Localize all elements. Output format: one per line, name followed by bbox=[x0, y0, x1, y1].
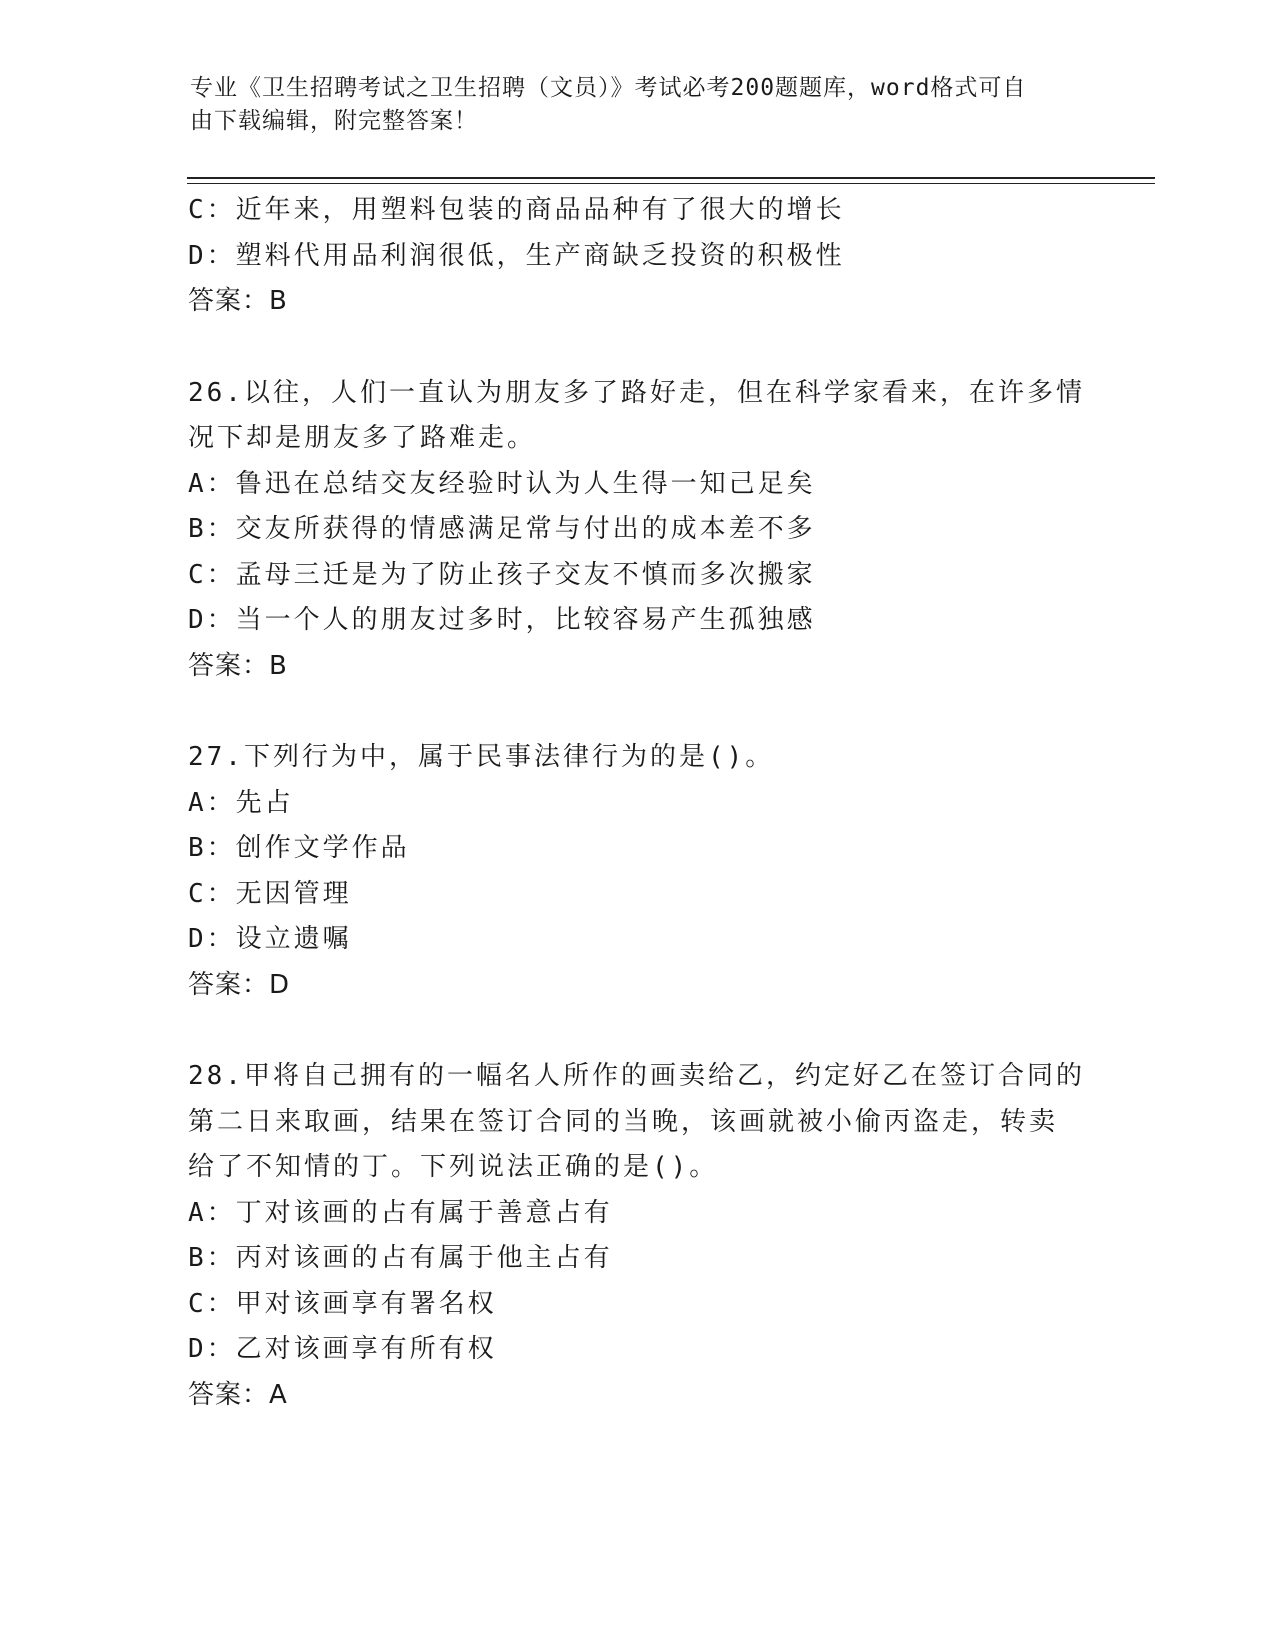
option-d: D：塑料代用品利润很低，生产商缺乏投资的积极性 bbox=[188, 240, 845, 271]
question-body bbox=[188, 188, 1088, 1418]
question-stem-line-1: 28.甲将自己拥有的一幅名人所作的画卖给乙，约定好乙在签订合同的 bbox=[188, 1061, 1085, 1091]
option-b: B：交友所获得的情感满足常与付出的成本差不多 bbox=[188, 514, 816, 544]
option-d: D：设立遗嘱 bbox=[188, 924, 352, 954]
spacer bbox=[188, 1008, 1088, 1054]
answer-line: 答案：B bbox=[188, 650, 288, 681]
option-a: A：丁对该画的占有属于善意占有 bbox=[188, 1197, 613, 1228]
option-c: C：甲对该画享有署名权 bbox=[188, 1288, 497, 1319]
question-stem: 27.下列行为中，属于民事法律行为的是()。 bbox=[188, 742, 775, 772]
question-27 bbox=[188, 735, 1088, 1008]
answer-line: 答案：B bbox=[188, 286, 288, 316]
header-line-2: 由下载编辑，附完整答案！ bbox=[190, 108, 478, 134]
option-d: D：乙对该画享有所有权 bbox=[188, 1334, 497, 1364]
question-25-continued bbox=[188, 188, 1088, 325]
header-divider-thin bbox=[187, 183, 1155, 184]
question-stem-line-2: 第二日来取画，结果在签订合同的当晚，该画就被小偷丙盗走，转卖 bbox=[188, 1106, 1059, 1137]
header-divider-thick bbox=[187, 177, 1155, 179]
document-header bbox=[190, 72, 1080, 138]
question-26 bbox=[188, 371, 1088, 690]
answer-line: 答案：D bbox=[188, 969, 291, 1000]
answer-line: 答案：A bbox=[188, 1379, 288, 1410]
question-stem-line-1: 26.以往，人们一直认为朋友多了路好走，但在科学家看来，在许多情 bbox=[188, 377, 1085, 408]
option-b: B：丙对该画的占有属于他主占有 bbox=[188, 1243, 613, 1273]
question-stem-line-3: 给了不知情的丁。下列说法正确的是()。 bbox=[188, 1152, 719, 1182]
option-b: B：创作文学作品 bbox=[188, 833, 410, 863]
question-28 bbox=[188, 1054, 1088, 1418]
option-a: A：鲁迅在总结交友经验时认为人生得一知己足矣 bbox=[188, 468, 816, 499]
option-c: C：孟母三迁是为了防止孩子交友不慎而多次搬家 bbox=[188, 559, 816, 590]
option-a: A：先占 bbox=[188, 787, 294, 818]
header-line-1: 专业《卫生招聘考试之卫生招聘（文员）》考试必考200题题库，word格式可自 bbox=[190, 75, 1027, 101]
question-stem-line-2: 况下却是朋友多了路难走。 bbox=[188, 423, 537, 453]
option-d: D：当一个人的朋友过多时，比较容易产生孤独感 bbox=[188, 605, 816, 635]
option-c: C：近年来，用塑料包装的商品品种有了很大的增长 bbox=[188, 195, 845, 225]
spacer bbox=[188, 325, 1088, 371]
spacer bbox=[188, 689, 1088, 735]
option-c: C：无因管理 bbox=[188, 878, 352, 909]
